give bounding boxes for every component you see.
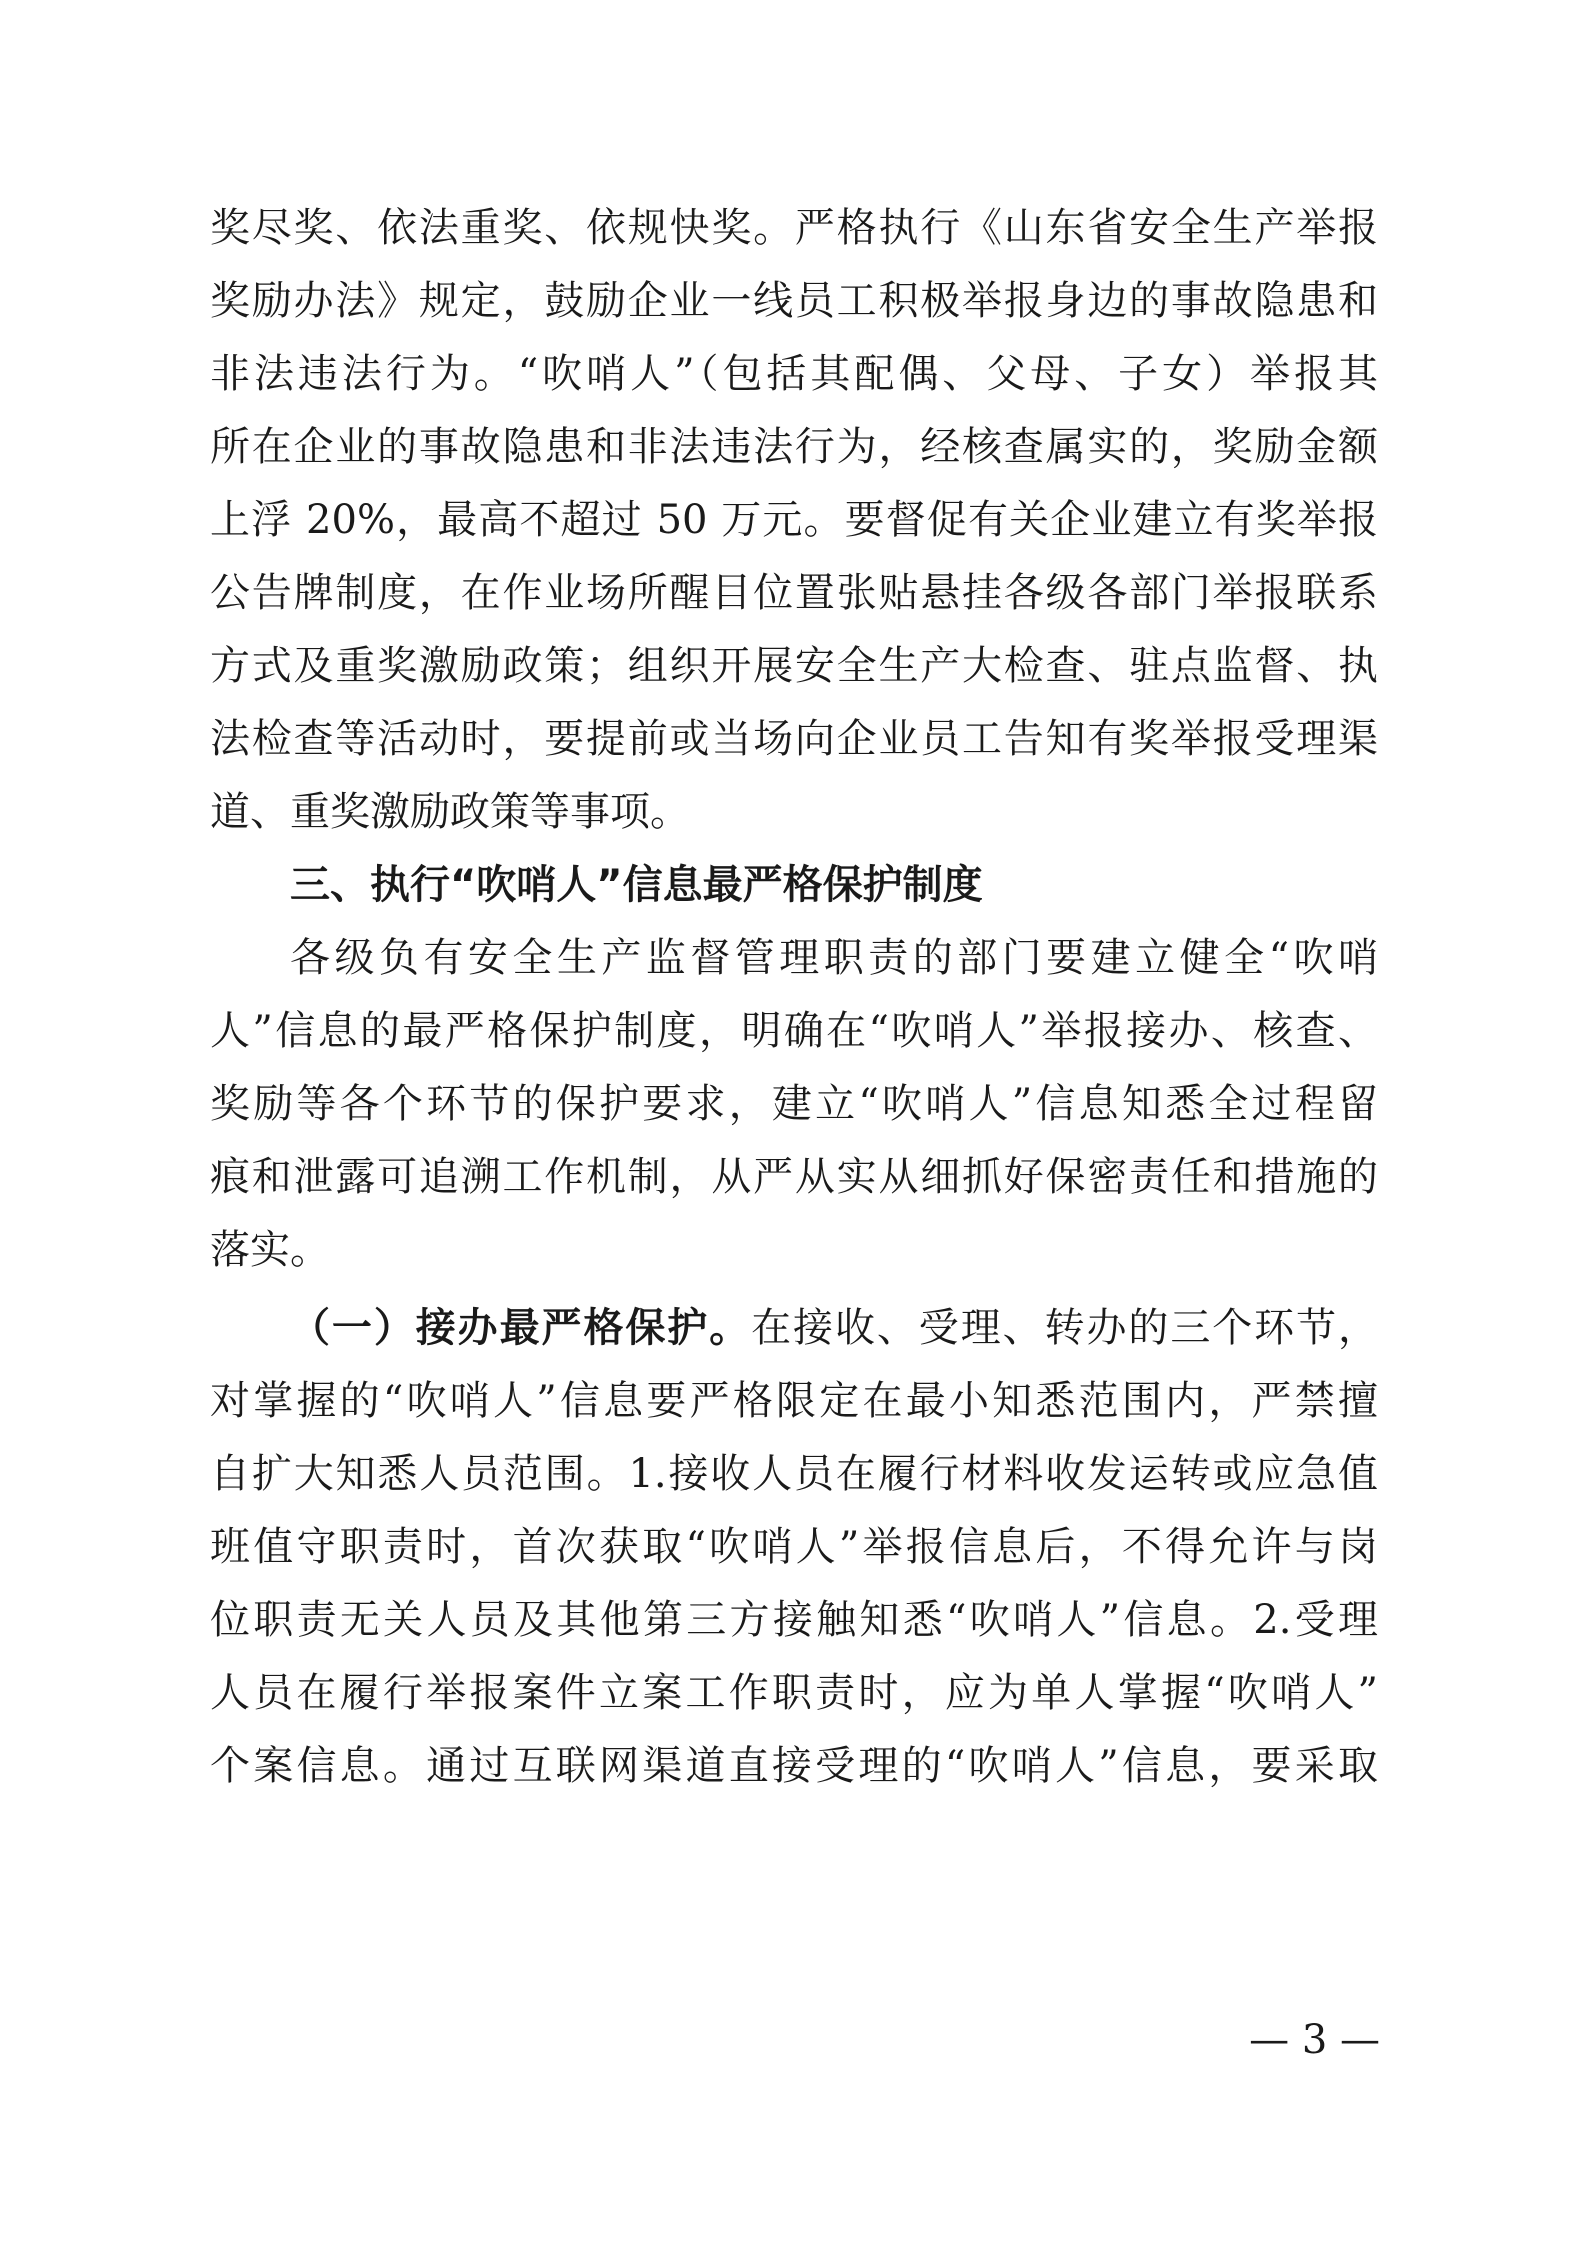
- paragraph-2-line-2: 人”信息的最严格保护制度，明确在“吹哨人”举报接办、核查、: [210, 1008, 1378, 1054]
- paragraph-2-line-5: 落实。: [210, 1227, 330, 1273]
- paragraph-1-line-7: 方式及重奖激励政策；组织开展安全生产大检查、驻点监督、执: [210, 643, 1378, 689]
- paragraph-1-line-2: 奖励办法》规定，鼓励企业一线员工积极举报身边的事故隐患和: [210, 278, 1378, 324]
- paragraph-3-line-2: 对掌握的“吹哨人”信息要严格限定在最小知悉范围内，严禁擅: [210, 1378, 1378, 1424]
- paragraph-3-line-1: [290, 1290, 1378, 1366]
- section-3-heading: 三、执行“吹哨人”信息最严格保护制度: [290, 862, 983, 908]
- paragraph-1-line-4: 所在企业的事故隐患和非法违法行为，经核查属实的，奖励金额: [210, 424, 1378, 470]
- paragraph-1-line-1: 奖尽奖、依法重奖、依规快奖。严格执行《山东省安全生产举报: [210, 205, 1378, 251]
- paragraph-3-line-4: 班值守职责时，首次获取“吹哨人”举报信息后，不得允许与岗: [210, 1524, 1378, 1570]
- paragraph-1-line-9: 道、重奖激励政策等事项。: [210, 789, 690, 835]
- subsection-1-lead-text: 在接收、受理、转办的三个环节，: [751, 1305, 1378, 1351]
- paragraph-3-line-3: 自扩大知悉人员范围。1.接收人员在履行材料收发运转或应急值: [210, 1451, 1378, 1497]
- subsection-1-title: （一）接办最严格保护。: [290, 1305, 752, 1351]
- paragraph-2-line-4: 痕和泄露可追溯工作机制，从严从实从细抓好保密责任和措施的: [210, 1154, 1378, 1200]
- paragraph-2-line-3: 奖励等各个环节的保护要求，建立“吹哨人”信息知悉全过程留: [210, 1081, 1378, 1127]
- paragraph-3-line-7: 个案信息。通过互联网渠道直接受理的“吹哨人”信息，要采取: [210, 1743, 1378, 1789]
- paragraph-1-line-5: 上浮 20%，最高不超过 50 万元。要督促有关企业建立有奖举报: [210, 497, 1378, 543]
- paragraph-3-line-6: 人员在履行举报案件立案工作职责时，应为单人掌握“吹哨人”: [210, 1670, 1378, 1716]
- page-number: — 3 —: [1249, 2017, 1380, 2063]
- paragraph-1-line-8: 法检查等活动时，要提前或当场向企业员工告知有奖举报受理渠: [210, 716, 1378, 762]
- paragraph-1-line-6: 公告牌制度，在作业场所醒目位置张贴悬挂各级各部门举报联系: [210, 570, 1378, 616]
- paragraph-1-line-3: 非法违法行为。“吹哨人”（包括其配偶、父母、子女）举报其: [210, 351, 1378, 397]
- paragraph-3-line-5: 位职责无关人员及其他第三方接触知悉“吹哨人”信息。2.受理: [210, 1597, 1378, 1643]
- paragraph-2-line-1: 各级负有安全生产监督管理职责的部门要建立健全“吹哨: [290, 935, 1378, 981]
